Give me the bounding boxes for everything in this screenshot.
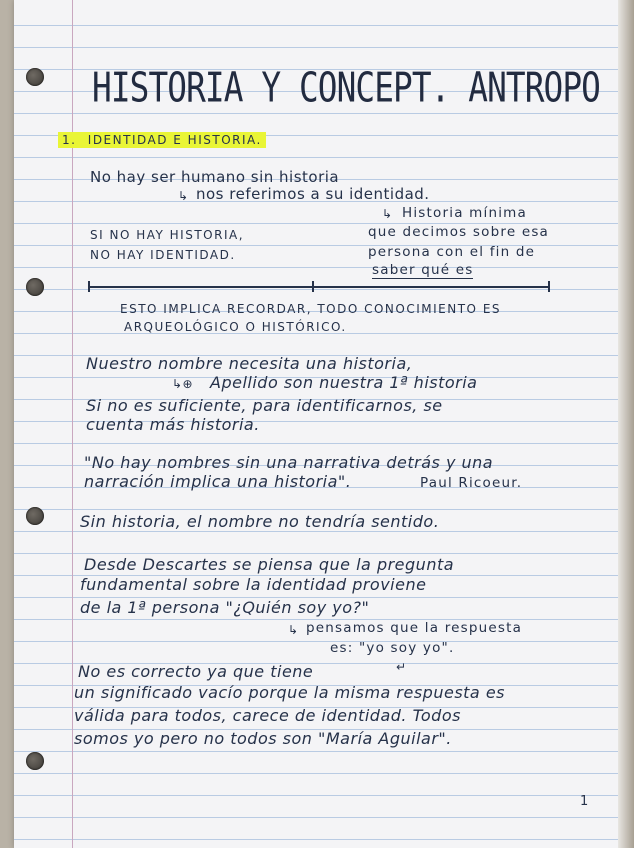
section-heading (58, 133, 266, 147)
arrow-icon: ↳⊕ (172, 377, 194, 391)
text-line: somos yo pero no todos son "María Aguilar". (74, 729, 452, 748)
text-line: Historia mínima (402, 205, 527, 221)
text-line: ESTO IMPLICA RECORDAR, TODO CONOCIMIENTO ES (120, 302, 502, 316)
page-title: HISTORIA Y CONCEPT. ANTROPO (92, 64, 600, 113)
divider-tick (548, 281, 550, 292)
text-line: fundamental sobre la identidad proviene (80, 575, 427, 594)
divider-tick (312, 281, 314, 292)
text-line: nos referimos a su identidad. (196, 185, 430, 203)
punch-hole (26, 752, 44, 770)
text-line: No hay ser humano sin historia (90, 168, 340, 186)
punch-hole (26, 278, 44, 296)
text-line: es: "yo soy yo". (330, 640, 455, 656)
text-line: Apellido son nuestra 1ª historia (210, 373, 478, 392)
text-line: Desde Descartes se piensa que la pregunta (84, 555, 455, 574)
text-line: narración implica una historia". (84, 472, 352, 491)
divider-rule (88, 286, 550, 288)
text-line: SI NO HAY HISTORIA, (90, 228, 245, 242)
text-line: Nuestro nombre necesita una historia, (86, 354, 413, 373)
text-line: persona con el fin de (368, 244, 536, 260)
text-line: válida para todos, carece de identidad. Todos (74, 706, 461, 725)
text-line: Sin historia, el nombre no tendría sentido. (80, 512, 440, 531)
divider-tick (88, 281, 90, 292)
arrow-icon: ↳ (382, 207, 393, 221)
text-line: cuenta más historia. (86, 415, 260, 434)
text-line: de la 1ª persona "¿Quién soy yo?" (80, 598, 370, 617)
text-line: pensamos que la respuesta (306, 620, 523, 636)
page-number: 1 (580, 794, 589, 809)
punch-hole (26, 507, 44, 525)
text-line: que decimos sobre esa (368, 224, 550, 240)
margin-line (72, 0, 73, 848)
text-line: "No hay nombres sin una narrativa detrás y una (84, 453, 494, 472)
text-line: No es correcto ya que tiene (78, 662, 314, 681)
text-line: un significado vacío porque la misma respuesta es (74, 683, 505, 702)
text-line: saber qué es (372, 262, 474, 278)
text-line: Si no es suficiente, para identificarnos, se (86, 396, 443, 415)
section-number: 1. (62, 133, 77, 147)
punch-hole (26, 68, 44, 86)
page-edge (618, 0, 634, 848)
arrow-icon: ↳ (178, 189, 189, 203)
text-line: NO HAY IDENTIDAD. (90, 248, 236, 262)
arrow-icon: ↵ (396, 660, 407, 674)
section-title: IDENTIDAD E HISTORIA. (87, 133, 262, 147)
text-line: ARQUEOLÓGICO O HISTÓRICO. (124, 320, 347, 334)
quote-author: Paul Ricoeur. (420, 475, 523, 491)
arrow-icon: ↳ (288, 623, 299, 637)
